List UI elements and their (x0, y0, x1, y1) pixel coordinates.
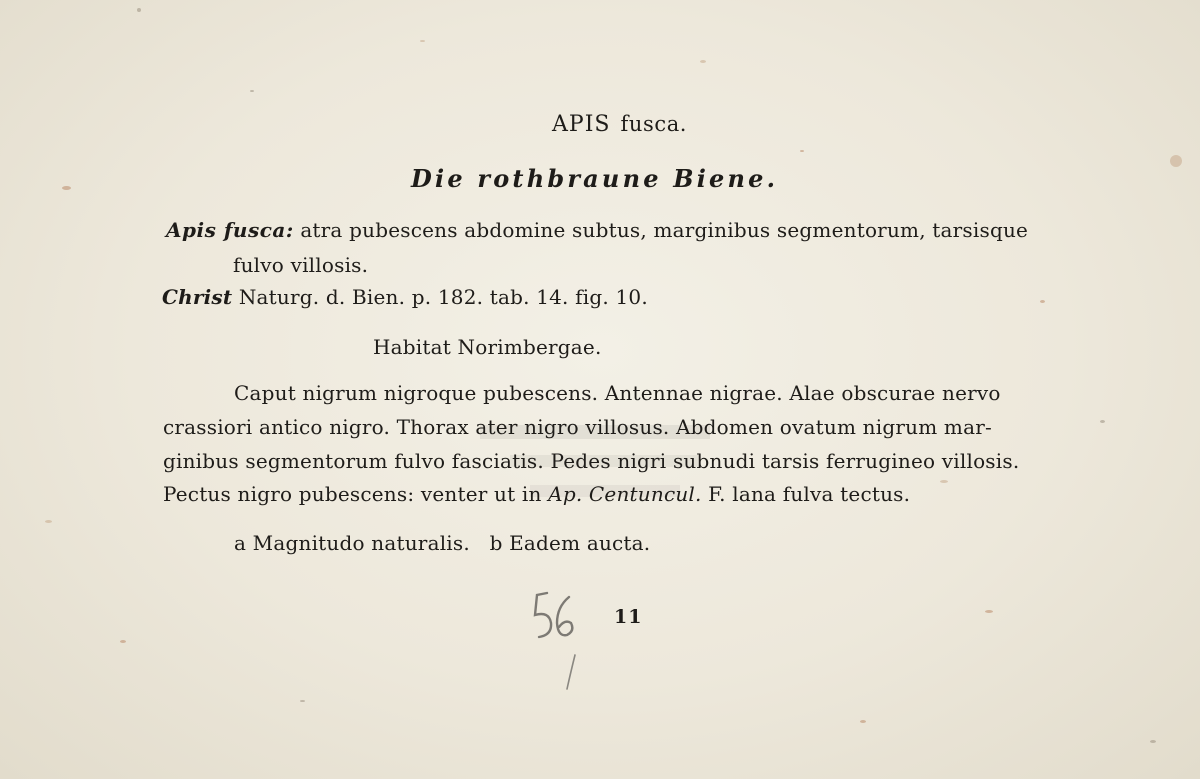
description-text: atra pubescens abdomine subtus, marginibus segmentorum, tarsisque (300, 218, 1029, 242)
habitat-line: Habitat Norimbergae. (373, 335, 602, 359)
body-line-4-italic: Ap. Centuncul. (548, 482, 702, 506)
body-line-2: crassiori antico nigro. Thorax ater nigro villosus. Abdomen ovatum nigrum mar- (163, 415, 992, 439)
reference-author: Christ (162, 285, 233, 309)
handwritten-pencil-note (527, 585, 587, 695)
species-name: fusca. (620, 112, 688, 136)
body-line-4 (163, 482, 910, 506)
genus-name: APIS (552, 112, 611, 137)
body-line-3: ginibus segmentorum fulvo fasciatis. Pedes nigri subnudi tarsis ferrugineo villosis. (163, 449, 1020, 473)
figure-explanation: a Magnitudo naturalis. b Eadem aucta. (234, 531, 651, 555)
description-line-1 (166, 218, 1028, 242)
page-number: 11 (614, 606, 643, 628)
body-line-4-end: F. lana fulva tectus. (708, 482, 911, 506)
common-name: Die rothbraune Biene. (411, 164, 779, 193)
body-line-4-start: Pectus nigro pubescens: venter ut in (163, 482, 542, 506)
description-line-2: fulvo villosis. (233, 253, 369, 277)
page-title (552, 112, 687, 137)
body-line-1: Caput nigrum nigroque pubescens. Antennae nigrae. Alae obscurae nervo (234, 381, 1001, 405)
description-lead: Apis fusca: (166, 218, 294, 242)
reference-line (162, 285, 648, 309)
reference-citation: Naturg. d. Bien. p. 182. tab. 14. fig. 10. (238, 285, 648, 309)
